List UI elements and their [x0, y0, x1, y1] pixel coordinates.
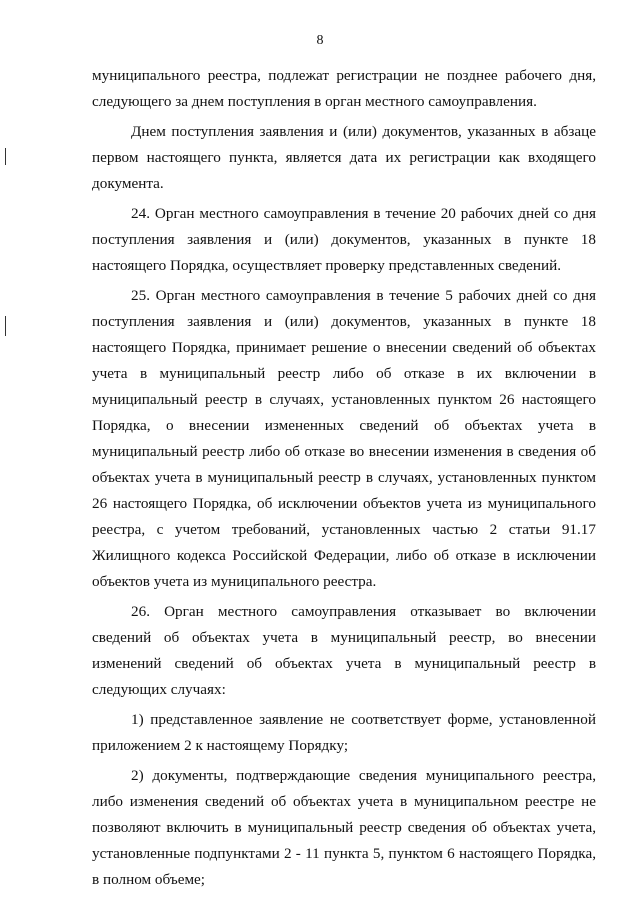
list-item-1: 1) представленное заявление не соответствует форме, установленной приложением 2 к настоящему Порядку; [92, 711, 596, 754]
margin-mark [5, 148, 6, 165]
paragraph-item-26: 26. Орган местного самоуправления отказывает во включении сведений об объектах учета в муниципальный реестр, во внесении изменений сведений об объектах учета в муниципальный реестр в следующих случаях: [92, 603, 596, 698]
paragraph-item-24: 24. Орган местного самоуправления в течение 20 рабочих дней со дня поступления заявления и (или) документов, указанных в пункте 18 настоящего Порядка, осуществляет проверку представленных сведений. [92, 205, 596, 274]
document-body [92, 63, 596, 893]
paragraph: Днем поступления заявления и (или) документов, указанных в абзаце первом настоящего пункта, является дата их регистрации как входящего документа. [92, 123, 596, 192]
page-number: 8 [316, 33, 324, 48]
paragraph-item-25: 25. Орган местного самоуправления в течение 5 рабочих дней со дня поступления заявления и (или) документов, указанных в пункте 18 настоящего Порядка, принимает решение о внесении сведений об объектах учета в муниципальный реестр либо об отказе в их включении в муниципальный реестр в случаях, установленных пунктом 26 настоящего Порядка, о внесении измененных сведений об объектах учета в муниципальный реестр либо об отказе во внесении изменения в сведения об объектах учета в муниципальный реестр в случаях, установленных пунктом 26 настоящего Порядка, об исключении объектов учета из муниципального реестра, с учетом требований, установленных частью 2 статьи 91.17 Жилищного кодекса Российской Федерации, либо об отказе в исключении объектов учета из муниципального реестра. [92, 287, 596, 590]
list-item-2: 2) документы, подтверждающие сведения муниципального реестра, либо изменения сведений об объектах учета в муниципальном реестре не позволяют включить в муниципальный реестр сведения об объектах учета, установленные подпунктами 2 - 11 пункта 5, пунктом 6 настоящего Порядка, в полном объеме; [92, 767, 596, 888]
margin-mark [5, 316, 6, 336]
paragraph-continuation: муниципального реестра, подлежат регистрации не позднее рабочего дня, следующего за днем поступления в орган местного самоуправления. [92, 67, 596, 110]
